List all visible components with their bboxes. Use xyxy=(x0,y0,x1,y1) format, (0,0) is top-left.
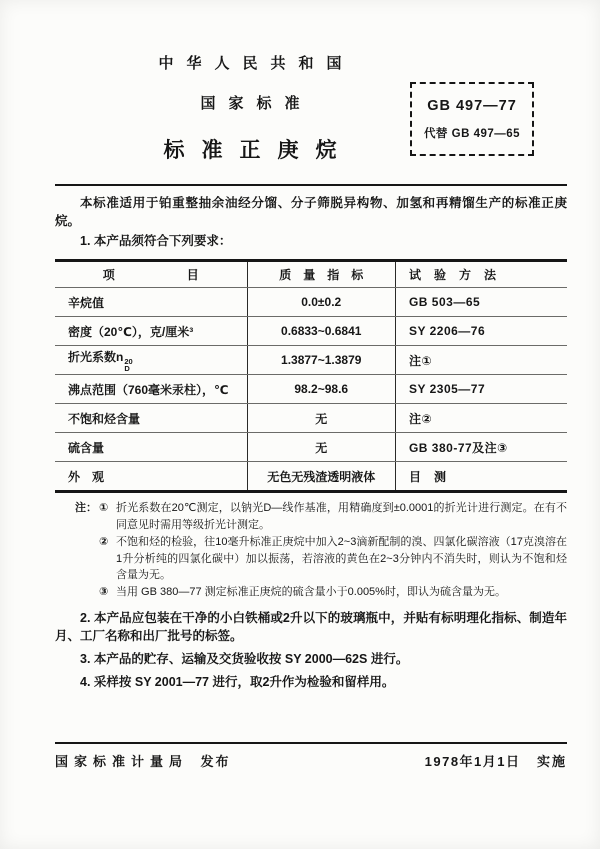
refractive-index-script: 20 D xyxy=(124,356,133,374)
table-header-row xyxy=(55,261,567,288)
table-row xyxy=(55,317,567,346)
issuing-agency: 国家标准计量局 xyxy=(55,754,189,769)
cell-value: 0.0±0.2 xyxy=(247,288,395,317)
table-row xyxy=(55,404,567,433)
cell-method: SY 2305—77 xyxy=(395,375,567,404)
cell-item: 外 观 xyxy=(68,469,105,484)
cell-value: 98.2~98.6 xyxy=(247,375,395,404)
note-item xyxy=(75,584,567,601)
cell-method: 目 测 xyxy=(408,469,447,484)
cell-value: 0.6833~0.6841 xyxy=(247,317,395,346)
note-text: 当用 GB 380—77 测定标准正庚烷的硫含量小于0.005%时，即认为硫含量为无。 xyxy=(116,585,506,598)
scope-paragraph: 本标准适用于铂重整抽余油经分馏、分子筛脱异构物、加氢和再精馏生产的标准正庚烷。 xyxy=(55,196,567,229)
table-row xyxy=(55,462,567,492)
requirements-table xyxy=(55,259,567,493)
cell-item: 沸点范围（760毫米汞柱），℃ xyxy=(55,375,247,404)
clause-1: 1. 本产品须符合下列要求： xyxy=(80,234,232,249)
footer-right xyxy=(425,751,567,771)
header-divider xyxy=(55,184,567,186)
standard-type-title: 国家标准 xyxy=(200,95,313,112)
standard-replaces: 代替 GB 497—65 xyxy=(423,127,521,140)
cell-method: GB 503—65 xyxy=(395,288,567,317)
standard-code: GB 497—77 xyxy=(427,97,517,114)
notes-section xyxy=(75,500,567,600)
cell-value: 无 xyxy=(247,433,395,462)
cell-value: 无 xyxy=(247,404,395,433)
implementation-label: 实施 xyxy=(536,754,567,769)
page-title: 标准正庚烷 xyxy=(163,139,354,162)
clause-2: 2. 本产品应包装在干净的小白铁桶或2升以下的玻璃瓶中，并贴有标明理化指标、制造年 月、工厂名称和出厂批号的标签。 xyxy=(55,610,567,644)
implementation-date: 1978年1月1日 xyxy=(424,754,521,769)
header-quality-index: 质 量 指 标 xyxy=(247,261,395,288)
cell-value: 1.3877~1.3879 xyxy=(247,346,395,375)
document-footer xyxy=(55,742,567,771)
standard-number-box xyxy=(410,82,534,156)
clause-4: 4. 采样按 SY 2001—77 进行，取2升作为检验和留样用。 xyxy=(80,674,395,689)
cell-item: 辛烷值 xyxy=(55,288,247,317)
cell-item: 密度（20℃），克/厘米³ xyxy=(55,317,247,346)
cell-item-refractive-index: 折光系数n 20 D xyxy=(55,346,247,375)
cell-method: SY 2206—76 xyxy=(395,317,567,346)
cell-item: 硫含量 xyxy=(55,433,247,462)
cell-method: 注① xyxy=(395,346,567,375)
header-item: 项 目 xyxy=(55,261,247,288)
clauses-section xyxy=(55,609,567,692)
note-text: 不饱和烃的检验，往10毫升标准正庚烷中加入2~3滴新配制的溴、四氯化碳溶液（17克溴溶在1升分析纯的四氯化碳中）加以振荡，若溶液的黄色在2~3分钟内不消失时，则认为不饱和烃含量为无。 xyxy=(116,535,567,582)
table-row xyxy=(55,346,567,375)
notes-label: 注： xyxy=(75,502,97,515)
note-item xyxy=(75,500,567,533)
cell-method: GB 380-77及注③ xyxy=(395,433,567,462)
cell-method: 注② xyxy=(395,404,567,433)
header-test-method: 试 验 方 法 xyxy=(395,261,567,288)
note-item xyxy=(75,534,567,584)
document-header xyxy=(55,52,445,164)
cell-value: 无色无残渣透明液体 xyxy=(247,462,395,492)
intro-section xyxy=(55,194,567,250)
clause-3: 3. 本产品的贮存、运输及交货验收按 SY 2000—62S 进行。 xyxy=(80,652,409,667)
table-row xyxy=(55,433,567,462)
table-row xyxy=(55,375,567,404)
note-marker: ② xyxy=(99,535,109,548)
footer-left xyxy=(55,751,230,771)
note-marker: ③ xyxy=(99,585,109,598)
table-row xyxy=(55,288,567,317)
note-text: 折光系数在20℃测定，以钠光D—线作基准，用精确度到±0.0001的折光计进行测定。在有不同意见时需用等级折光计测定。 xyxy=(116,502,567,532)
document-body xyxy=(55,194,567,696)
cell-item: 不饱和烃含量 xyxy=(55,404,247,433)
publish-label: 发布 xyxy=(200,754,231,769)
note-marker: ① xyxy=(99,502,109,515)
country-title: 中华人民共和国 xyxy=(158,55,355,72)
